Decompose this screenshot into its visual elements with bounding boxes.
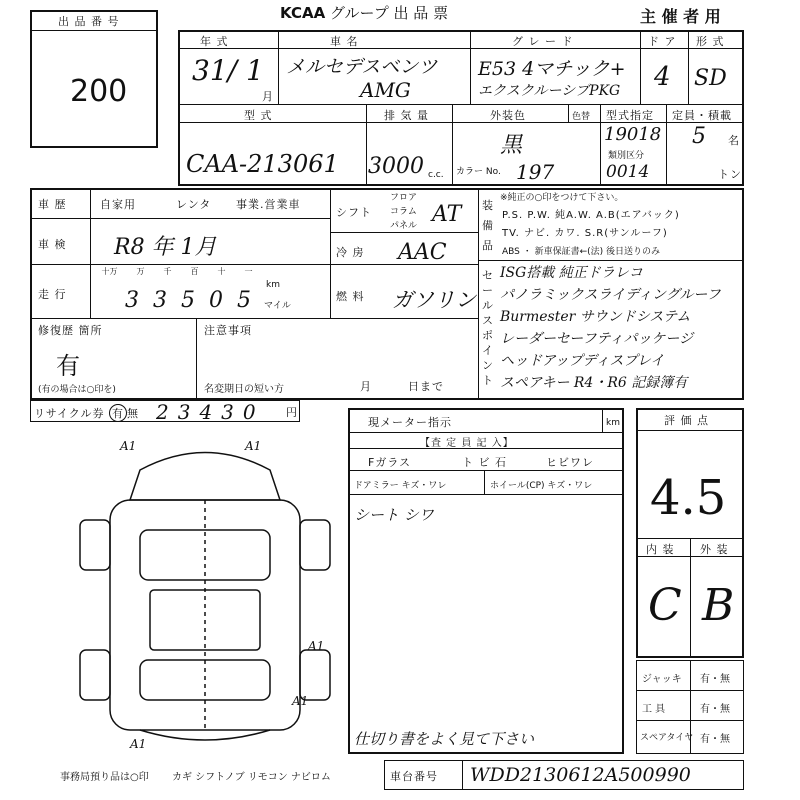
mileage-units: [92, 266, 262, 277]
header-title: グループ 出 品 票: [329, 4, 449, 22]
mileage-digits: [118, 288, 258, 313]
wheel-label: ホイール(CP) キズ・ワレ: [490, 481, 593, 491]
diagram-mark: A1: [130, 737, 147, 751]
glass-crack[interactable]: ヒビワレ: [546, 456, 594, 469]
sales-point-line: スペアキー R4・R6 記録簿有: [500, 375, 688, 391]
shift-value: AT: [432, 202, 462, 227]
shaken-label: 車 検: [38, 238, 67, 251]
mileage-digit: 5: [181, 288, 195, 313]
class-label: 類別区分: [608, 151, 645, 161]
tool-label: 工 具: [642, 704, 666, 715]
shift-column: コラム: [390, 207, 417, 217]
jack-label: ジャッキ: [642, 674, 682, 685]
sales-point-line: パノラミックスライディングルーフ: [500, 287, 721, 303]
unit-10k: 万: [136, 267, 145, 276]
lot-label: 出 品 番 号: [58, 15, 120, 28]
shift-label: シフト: [336, 206, 372, 219]
ac-value: AAC: [398, 240, 447, 265]
class-no: 0014: [606, 162, 650, 182]
mile-unit: マイル: [264, 301, 291, 311]
make-line2: AMG: [360, 78, 411, 102]
sales-point-line: Burmester サウンドシステム: [500, 309, 691, 325]
shaken-value: R8 年 1月: [114, 235, 217, 260]
cap-unit: 名: [728, 134, 740, 147]
recycle-has[interactable]: 有: [109, 404, 127, 422]
diagram-mark: A1: [308, 639, 325, 653]
meter-km: km: [606, 418, 620, 428]
cap-label: 定員・積載: [672, 109, 732, 122]
vin-label: 車台番号: [390, 770, 438, 783]
cap-value: 5: [692, 124, 706, 149]
mileage-digit: 0: [209, 288, 223, 313]
grade-line1: E53 4マチック+: [478, 58, 626, 80]
repair-value: 有: [56, 352, 80, 380]
sales-point-label: セールスポイント: [482, 269, 493, 387]
vin-value: WDD2130612A500990: [470, 764, 691, 786]
color-no-value: 197: [516, 160, 555, 184]
mileage-label: 走 行: [38, 288, 67, 301]
year-value: 31/ 1: [192, 54, 264, 87]
shift-panel: パネル: [390, 221, 418, 231]
hist-label: 車 歴: [38, 198, 67, 211]
diagram-mark: A1: [120, 439, 137, 453]
body-label: 形 式: [696, 35, 725, 48]
brand-logo: KCAA: [280, 4, 326, 22]
exterior-label: 外 装: [700, 543, 729, 556]
spare-yesno[interactable]: 有・無: [700, 734, 730, 745]
inspector-note: シート シワ: [354, 506, 434, 524]
unit-1k: 千: [163, 267, 172, 276]
color-label: 外装色: [490, 109, 526, 122]
diagram-mark: A1: [292, 694, 309, 708]
remarks: 仕切り書をよく見て下さい: [354, 730, 535, 748]
glass-opts[interactable]: ト ビ 石: [462, 456, 507, 469]
unit-100: 百: [190, 267, 199, 276]
lot-number: 200: [70, 74, 128, 109]
equip-line2: TV. ナビ. カワ. S.R(サンルーフ): [502, 228, 668, 239]
sales-point-lines: [500, 262, 721, 394]
score-label: 評 価 点: [664, 414, 709, 427]
color-change-label: 色替: [572, 112, 591, 122]
unit-10: 十: [217, 267, 226, 276]
unit-100k: 十万: [101, 267, 118, 276]
recycle-amount: 23430: [156, 400, 265, 424]
repair-note: (有の場合は○印を): [38, 385, 116, 395]
mileage-digit: 3: [153, 288, 167, 313]
lot-box: [30, 10, 158, 148]
disp-unit: c.c.: [428, 170, 444, 180]
car-diagram: [70, 430, 340, 760]
fuel-label: 燃 料: [336, 290, 365, 303]
month-unit: 月: [262, 90, 274, 103]
meter-label: 現メーター指示: [368, 416, 452, 429]
shift-floor: フロア: [390, 193, 418, 203]
header-title-area: [280, 2, 448, 23]
hist-own[interactable]: 自家用: [100, 198, 136, 211]
km-unit: km: [266, 280, 280, 290]
unit-1: 一: [244, 267, 253, 276]
equip-line3: ABS ・ 新車保証書←(法) 後日送りのみ: [502, 247, 661, 257]
equip-note: ※純正の○印をつけて下さい。: [500, 193, 624, 203]
ac-label: 冷 房: [336, 246, 365, 259]
doors-value: 4: [654, 62, 671, 92]
disp-value: 3000: [368, 154, 424, 179]
recycle-none[interactable]: 無: [126, 407, 139, 420]
repair-label: 修復歴 箇所: [38, 324, 103, 337]
name-change-month: 月: [360, 380, 372, 393]
color-no-label: カラー No.: [456, 167, 501, 177]
footer-items: カギ シフトノブ リモコン ナビロム: [172, 772, 331, 783]
tool-yesno[interactable]: 有・無: [700, 704, 730, 715]
type-label: 型式指定: [606, 109, 654, 122]
disp-label: 排 気 量: [384, 109, 429, 122]
body-value: SD: [694, 66, 727, 91]
doors-label: ド ア: [648, 35, 677, 48]
sales-point-line: ISG搭載 純正ドラレコ: [500, 265, 643, 281]
equip-line1: P.S. P.W. 純A.W. A.B(エアバック): [502, 210, 680, 221]
glass-label: Fガラス: [368, 456, 411, 469]
name-change-label: 名変期日の短い方: [204, 384, 284, 395]
type-no: 19018: [604, 124, 662, 145]
ton-unit: トン: [718, 168, 742, 181]
color-value: 黒: [500, 133, 523, 158]
sales-point-line: レーダーセーフティパッケージ: [500, 331, 694, 347]
interior-value: C: [648, 580, 682, 631]
grade-line2: エクスクルーシブPKG: [478, 83, 621, 99]
hist-biz[interactable]: 事業.営業車: [236, 198, 301, 211]
score-value: 4.5: [650, 470, 727, 526]
hist-rent[interactable]: レンタ: [176, 198, 212, 211]
organizer-label: 主 催 者 用: [640, 7, 721, 26]
fuel-value: ガソリン: [392, 288, 476, 312]
inspector-label: 【査 定 員 記 入】: [420, 438, 514, 449]
make-line1: メルセデスベンツ: [286, 56, 438, 78]
mileage-digit: 3: [125, 288, 139, 313]
grade-label: グ レ ー ド: [512, 35, 574, 48]
sales-point-line: ヘッドアップディスプレイ: [500, 353, 665, 369]
recycle-label: [34, 404, 139, 422]
caution-label: 注意事項: [204, 324, 252, 337]
diagram-mark: A1: [245, 439, 262, 453]
interior-label: 内 装: [646, 543, 675, 556]
model-label: 型 式: [244, 109, 273, 122]
footer-office: 事務局預り品は○印: [60, 772, 149, 783]
jack-yesno[interactable]: 有・無: [700, 674, 730, 685]
spare-label: スペアタイヤ: [640, 733, 694, 743]
name-change-day: 日まで: [408, 380, 444, 393]
exterior-value: B: [702, 580, 735, 631]
recycle-text: リサイクル券: [34, 407, 105, 420]
model-value: CAA-213061: [186, 150, 339, 178]
mileage-digit: 5: [237, 288, 251, 313]
equip-label: 装備品: [482, 199, 493, 252]
make-label: 車 名: [330, 35, 359, 48]
mirror-label: ドアミラー キズ・ワレ: [354, 481, 447, 491]
year-label: 年 式: [200, 35, 229, 48]
recycle-unit: 円: [286, 406, 298, 419]
